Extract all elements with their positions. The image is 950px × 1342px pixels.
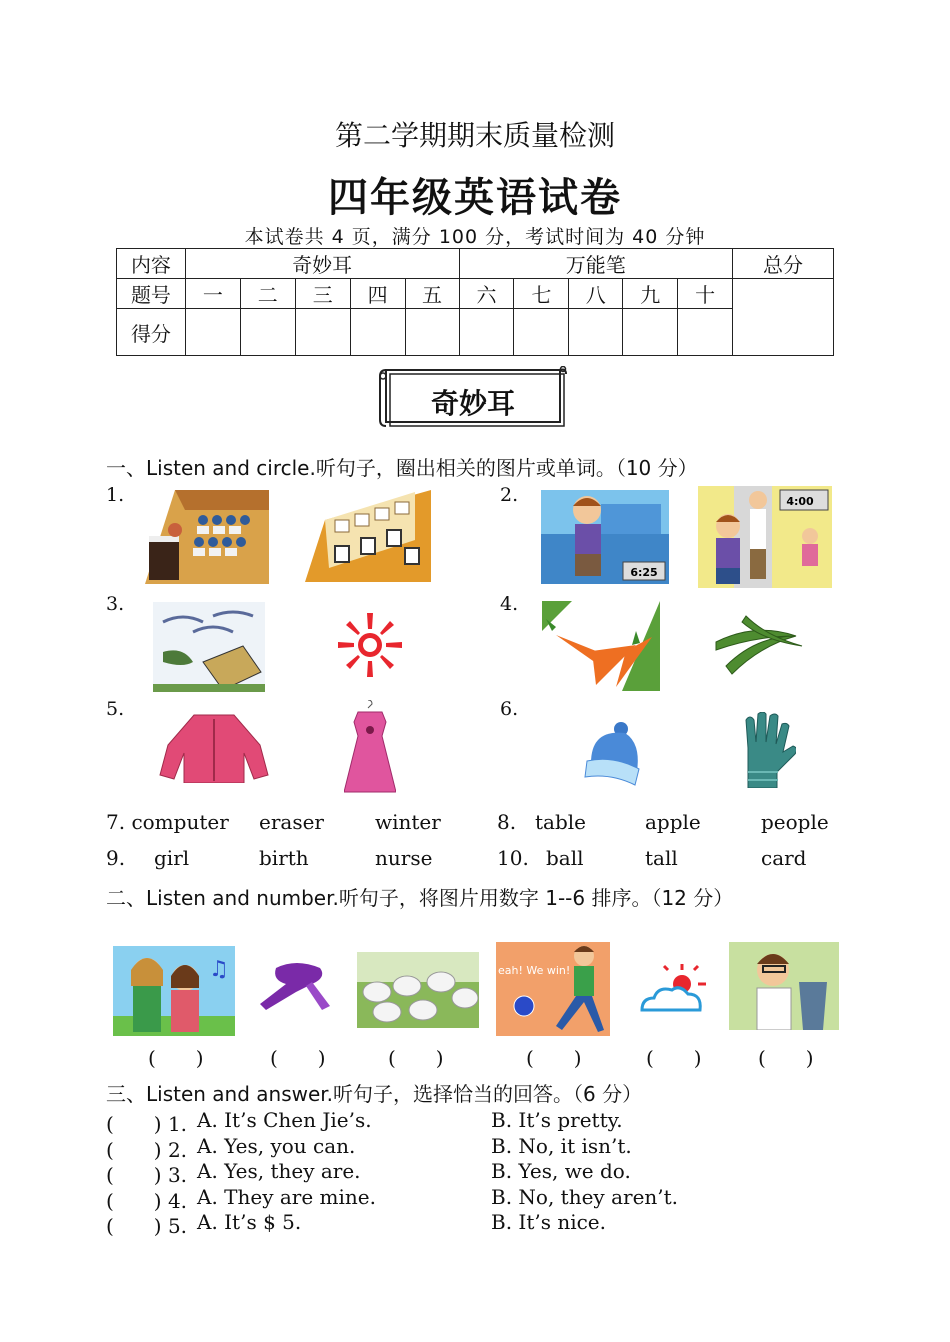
table-question-number: 四 — [350, 279, 405, 309]
table-question-number: 二 — [240, 279, 295, 309]
score-cell[interactable] — [240, 309, 295, 356]
item-number: 1. — [106, 484, 125, 506]
item-number: 4. — [500, 593, 519, 615]
table-question-number: 六 — [459, 279, 514, 309]
score-cell[interactable] — [295, 309, 350, 356]
banner-title: 奇妙耳 — [430, 387, 515, 420]
table-question-number: 七 — [514, 279, 569, 309]
table-total-header: 总分 — [733, 249, 834, 279]
option-b: B. It’s nice. — [491, 1210, 606, 1234]
clock-time-1: 6:25 — [630, 566, 658, 579]
score-cell[interactable] — [569, 309, 623, 356]
going-to-school-picture[interactable] — [698, 486, 832, 588]
girls-singing-picture[interactable] — [113, 946, 235, 1036]
table-question-number: 九 — [623, 279, 678, 309]
table-question-number: 八 — [569, 279, 623, 309]
svg-text:♫: ♫ — [209, 957, 229, 982]
table-question-number: 十 — [678, 279, 733, 309]
score-cell[interactable] — [185, 309, 240, 356]
exam-subtitle: 第二学期期末质量检测 — [334, 119, 615, 152]
item-number: 2. — [500, 484, 519, 506]
table-label-question: 题号 — [117, 279, 186, 309]
score-cell[interactable] — [678, 309, 733, 356]
art-room-picture[interactable] — [305, 490, 431, 582]
score-cell[interactable] — [514, 309, 569, 356]
word-option[interactable]: nurse — [375, 846, 433, 870]
word-option[interactable]: girl — [154, 846, 190, 870]
table-part-writing: 万能笔 — [459, 249, 733, 279]
clock-time-2: 4:00 — [786, 495, 814, 508]
table-label-content: 内容 — [117, 249, 186, 279]
sunny-icon[interactable] — [338, 613, 402, 677]
answer-blank[interactable]: ( ) — [758, 1046, 814, 1070]
question-number[interactable]: ( ) 4. — [106, 1189, 188, 1213]
question-number[interactable]: ( ) 3. — [106, 1163, 188, 1187]
item-number: 5. — [106, 698, 125, 720]
exam-info: 本试卷共 4 页，满分 100 分，考试时间为 40 分钟 — [244, 226, 706, 248]
item-number: 3. — [106, 593, 125, 615]
option-a: A. Yes, you can. — [197, 1134, 356, 1158]
boy-playing-football-picture[interactable] — [496, 942, 610, 1036]
score-cell[interactable] — [459, 309, 514, 356]
exam-title: 四年级英语试卷 — [328, 175, 622, 221]
word-option[interactable]: apple — [645, 810, 701, 834]
question-number[interactable]: ( ) 5. — [106, 1214, 188, 1238]
banner-slogan: eah! We win! — [498, 964, 571, 977]
table-label-score: 得分 — [117, 309, 186, 356]
word-option[interactable]: 7. computer — [106, 810, 229, 834]
score-cell[interactable] — [405, 309, 459, 356]
dress-picture[interactable] — [344, 700, 396, 796]
question-number[interactable]: ( ) 1. — [106, 1112, 188, 1136]
item-number: 9. — [106, 846, 126, 870]
table-total-cell[interactable] — [733, 279, 834, 356]
glove-picture[interactable] — [734, 712, 796, 788]
table-question-number: 五 — [405, 279, 459, 309]
score-cell[interactable] — [623, 309, 678, 356]
scarf-picture[interactable] — [256, 958, 338, 1014]
word-option[interactable]: winter — [375, 810, 441, 834]
answer-blank[interactable]: ( ) — [270, 1046, 326, 1070]
boy-with-clothes-picture[interactable] — [729, 942, 839, 1030]
sunny-cloudy-icon[interactable] — [638, 964, 710, 1016]
word-option[interactable]: ball — [546, 846, 584, 870]
word-option[interactable]: card — [761, 846, 807, 870]
hat-picture[interactable] — [581, 721, 643, 787]
option-b: B. No, it isn’t. — [491, 1134, 632, 1158]
item-number: 8. — [497, 810, 517, 834]
word-option[interactable]: eraser — [259, 810, 324, 834]
score-cell[interactable] — [350, 309, 405, 356]
section2-heading: 二、Listen and number.听句子，将图片用数字 1--6 排序。（12 分） — [106, 886, 734, 910]
option-a: A. It’s Chen Jie’s. — [197, 1108, 372, 1132]
word-option[interactable]: birth — [259, 846, 309, 870]
item-number: 10. — [497, 846, 529, 870]
boy-getting-up-picture[interactable] — [541, 490, 669, 584]
answer-blank[interactable]: ( ) — [388, 1046, 444, 1070]
jacket-picture[interactable] — [158, 713, 270, 783]
option-a: A. They are mine. — [197, 1185, 376, 1209]
question-number[interactable]: ( ) 2. — [106, 1138, 188, 1162]
word-option[interactable]: table — [535, 810, 586, 834]
option-a: A. Yes, they are. — [197, 1159, 361, 1183]
word-option[interactable]: tall — [645, 846, 678, 870]
carrots-picture[interactable] — [542, 601, 660, 691]
table-question-number: 三 — [295, 279, 350, 309]
table-question-number: 一 — [185, 279, 240, 309]
windy-weather-picture[interactable] — [153, 602, 265, 692]
section1-heading: 一、Listen and circle.听句子，圈出相关的图片或单词。（10 分） — [106, 456, 698, 480]
table-part-listening: 奇妙耳 — [185, 249, 459, 279]
answer-blank[interactable]: ( ) — [646, 1046, 702, 1070]
option-b: B. Yes, we do. — [491, 1159, 631, 1183]
answer-blank[interactable]: ( ) — [526, 1046, 582, 1070]
option-b: B. No, they aren’t. — [491, 1185, 679, 1209]
sheep-picture[interactable] — [357, 952, 479, 1028]
music-room-picture[interactable] — [145, 490, 269, 584]
item-number: 6. — [500, 698, 519, 720]
word-option[interactable]: people — [761, 810, 829, 834]
option-a: A. It’s $ 5. — [197, 1210, 302, 1234]
section3-heading: 三、Listen and answer.听句子，选择恰当的回答。（6 分） — [106, 1082, 643, 1106]
option-b: B. It’s pretty. — [491, 1108, 623, 1132]
green-beans-picture[interactable] — [706, 606, 810, 676]
answer-blank[interactable]: ( ) — [148, 1046, 204, 1070]
score-table — [116, 248, 834, 356]
